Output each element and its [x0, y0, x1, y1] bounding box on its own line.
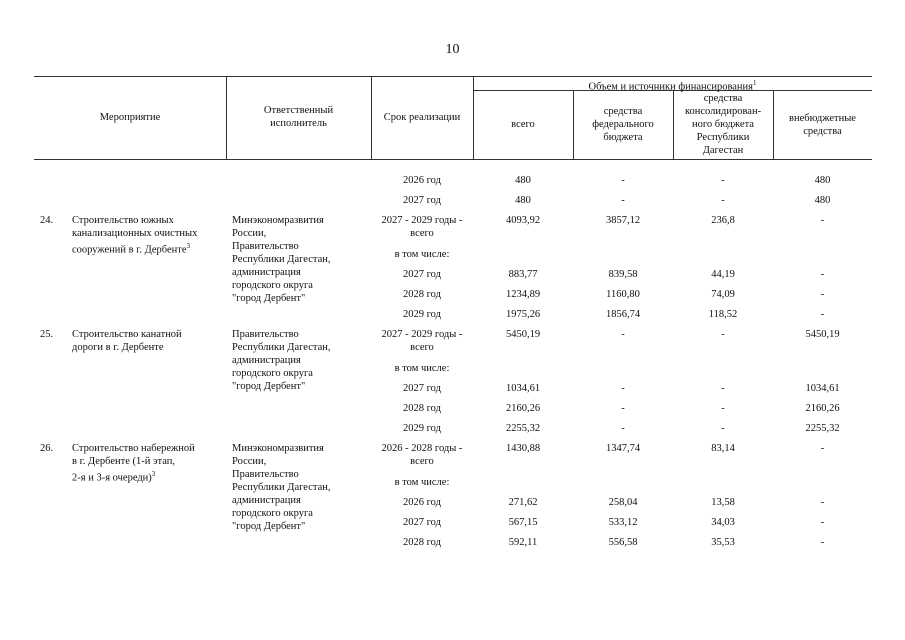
- footnote-marker: 1: [753, 79, 757, 87]
- row-number-text: 26.: [40, 443, 54, 454]
- period-cell: [371, 328, 473, 354]
- period-cell: [371, 516, 473, 529]
- period-cell: [371, 308, 473, 321]
- consolidated-cell-text: 83,14: [711, 443, 735, 454]
- federal-cell: [573, 174, 673, 187]
- total-cell: [473, 442, 573, 455]
- total-cell: [473, 288, 573, 301]
- event-name: [72, 442, 224, 485]
- federal-cell: [573, 194, 673, 207]
- total-cell-text: 4093,92: [505, 215, 541, 226]
- row-number: [40, 328, 53, 341]
- total-cell: [473, 496, 573, 509]
- period-cell-text: 2028 год: [403, 537, 441, 548]
- federal-cell: [573, 308, 673, 321]
- footnote-marker: 3: [186, 242, 191, 250]
- total-cell-text: 883,77: [508, 269, 538, 280]
- total-cell: [473, 402, 573, 415]
- extrabudget-cell-text: -: [820, 537, 825, 548]
- extrabudget-cell-text: 480: [814, 175, 831, 186]
- total-cell-text: 480: [515, 175, 531, 186]
- consolidated-cell: [673, 382, 773, 395]
- extrabudget-cell: [773, 402, 872, 415]
- total-cell: [473, 422, 573, 435]
- header-executor: Ответственный исполнитель: [263, 105, 334, 129]
- consolidated-cell: [673, 328, 773, 341]
- period-cell: [371, 362, 473, 375]
- extrabudget-cell: [773, 382, 872, 395]
- extrabudget-cell: [773, 308, 872, 321]
- consolidated-cell: [673, 268, 773, 281]
- executor-name: [232, 442, 370, 533]
- period-cell-text: 2027 год: [403, 269, 441, 280]
- federal-cell: [573, 442, 673, 455]
- executor-name-text: Минэкономразвития России, Правительство Республики Дагестан, администрация городского округа "город Дербент": [232, 443, 331, 532]
- federal-cell-text: 3857,12: [605, 215, 641, 226]
- period-cell: [371, 402, 473, 415]
- event-name: [72, 214, 224, 257]
- extrabudget-cell-text: -: [820, 309, 825, 320]
- period-cell: [371, 214, 473, 240]
- consolidated-cell-text: -: [721, 423, 725, 434]
- total-cell-text: 2160,26: [505, 403, 541, 414]
- extrabudget-cell-text: 5450,19: [805, 329, 840, 340]
- period-cell-text: в том числе:: [394, 249, 450, 260]
- total-cell: [473, 308, 573, 321]
- total-cell: [473, 268, 573, 281]
- extrabudget-cell-text: 480: [814, 195, 831, 206]
- consolidated-cell: [673, 288, 773, 301]
- period-cell: [371, 536, 473, 549]
- consolidated-cell-text: -: [721, 403, 725, 414]
- extrabudget-cell: [773, 288, 872, 301]
- extrabudget-cell: [773, 268, 872, 281]
- federal-cell-text: 258,04: [608, 497, 638, 508]
- federal-cell: [573, 496, 673, 509]
- period-cell: [371, 476, 473, 489]
- total-cell: [473, 382, 573, 395]
- header-event: Мероприятие: [99, 112, 161, 123]
- federal-cell-text: -: [621, 383, 625, 394]
- extrabudget-cell-text: -: [820, 289, 825, 300]
- row-number-text: 24.: [40, 215, 54, 226]
- header-financing-group: Объем и источники финансирования$^1$: [588, 79, 757, 93]
- total-cell: [473, 536, 573, 549]
- period-cell-text: 2028 год: [403, 403, 441, 414]
- consolidated-cell-text: 35,53: [711, 537, 735, 548]
- federal-cell-text: 1160,80: [606, 289, 640, 300]
- total-cell: [473, 516, 573, 529]
- event-name-text: Строительство южных канализационных очистных сооружений в г. Дербенте: [72, 215, 198, 256]
- consolidated-cell-text: -: [721, 329, 725, 340]
- executor-name-text: Минэкономразвития России, Правительство Республики Дагестан, администрация городского округа "город Дербент": [232, 215, 331, 304]
- period-cell-text: 2027 год: [403, 383, 441, 394]
- total-cell-text: 592,11: [508, 537, 538, 548]
- period-cell-text: 2028 год: [403, 289, 441, 300]
- federal-cell: [573, 422, 673, 435]
- extrabudget-cell-text: 2160,26: [805, 403, 840, 414]
- period-cell: [371, 422, 473, 435]
- total-cell: [473, 174, 573, 187]
- row-number: [40, 214, 53, 227]
- total-cell-text: 2255,32: [505, 423, 541, 434]
- executor-name: [232, 214, 370, 305]
- federal-cell-text: -: [621, 423, 625, 434]
- extrabudget-cell: [773, 328, 872, 341]
- consolidated-cell: [673, 214, 773, 227]
- period-cell-text: в том числе:: [394, 477, 450, 488]
- consolidated-cell: [673, 402, 773, 415]
- consolidated-cell-text: 74,09: [711, 289, 735, 300]
- footnote-marker: 3: [151, 470, 156, 478]
- period-cell: [371, 442, 473, 468]
- federal-cell: [573, 268, 673, 281]
- period-cell-text: 2029 год: [403, 423, 441, 434]
- federal-cell: [573, 516, 673, 529]
- federal-cell: [573, 288, 673, 301]
- consolidated-cell: [673, 516, 773, 529]
- event-name: [72, 328, 224, 354]
- header-extrabudget: внебюджетные средства: [789, 113, 856, 137]
- total-cell-text: 5450,19: [505, 329, 541, 340]
- period-cell: [371, 248, 473, 261]
- extrabudget-cell: [773, 194, 872, 207]
- event-name-text: Строительство набережной в г. Дербенте (1-й этап, 2-я и 3-я очереди): [72, 443, 195, 484]
- federal-cell-text: -: [621, 175, 625, 186]
- federal-cell-text: 556,58: [608, 537, 638, 548]
- row-number-text: 25.: [40, 329, 54, 340]
- total-cell-text: 1430,88: [505, 443, 541, 454]
- page-number: 10: [445, 42, 460, 57]
- period-cell-text: 2027 год: [403, 195, 441, 206]
- federal-cell-text: 533,12: [608, 517, 638, 528]
- extrabudget-cell-text: -: [820, 215, 825, 226]
- period-cell: [371, 288, 473, 301]
- extrabudget-cell: [773, 214, 872, 227]
- period-cell: [371, 382, 473, 395]
- period-cell: [371, 268, 473, 281]
- executor-name-text: Правительство Республики Дагестан, администрация городского округа "город Дербент": [232, 329, 331, 392]
- header-federal: средства федерального бюджета: [592, 106, 654, 143]
- extrabudget-cell: [773, 536, 872, 549]
- row-number: [40, 442, 53, 455]
- executor-name: [232, 328, 370, 393]
- extrabudget-cell-text: -: [820, 517, 825, 528]
- federal-cell-text: 1347,74: [605, 443, 641, 454]
- period-cell-text: в том числе:: [394, 363, 450, 374]
- consolidated-cell-text: 118,52: [708, 309, 738, 320]
- consolidated-cell-text: -: [721, 195, 725, 206]
- extrabudget-cell-text: 2255,32: [805, 423, 840, 434]
- extrabudget-cell-text: -: [820, 497, 825, 508]
- consolidated-cell: [673, 308, 773, 321]
- consolidated-cell: [673, 496, 773, 509]
- header-bottom-rule: [34, 159, 872, 160]
- federal-cell-text: 1856,74: [605, 309, 641, 320]
- extrabudget-cell: [773, 516, 872, 529]
- federal-cell-text: -: [621, 329, 625, 340]
- total-cell: [473, 194, 573, 207]
- consolidated-cell: [673, 174, 773, 187]
- extrabudget-cell-text: -: [820, 443, 825, 454]
- consolidated-cell-text: 13,58: [711, 497, 735, 508]
- period-cell: [371, 496, 473, 509]
- period-cell: [371, 174, 473, 187]
- extrabudget-cell: [773, 442, 872, 455]
- period-cell-text: 2026 год: [403, 175, 441, 186]
- consolidated-cell-text: 236,8: [711, 215, 735, 226]
- consolidated-cell: [673, 422, 773, 435]
- total-cell-text: 1234,89: [505, 289, 541, 300]
- period-cell-text: 2026 год: [403, 497, 441, 508]
- header-total: всего: [511, 119, 535, 130]
- period-cell-text: 2027 - 2029 годы - всего: [381, 329, 463, 353]
- federal-cell-text: 839,58: [608, 269, 638, 280]
- period-cell-text: 2027 год: [403, 517, 441, 528]
- extrabudget-cell-text: 1034,61: [805, 383, 840, 394]
- total-cell-text: 1975,26: [505, 309, 541, 320]
- consolidated-cell: [673, 442, 773, 455]
- total-cell-text: 271,62: [508, 497, 538, 508]
- consolidated-cell-text: -: [721, 383, 725, 394]
- total-cell-text: 1034,61: [505, 383, 541, 394]
- extrabudget-cell: [773, 496, 872, 509]
- total-cell-text: 480: [515, 195, 531, 206]
- total-cell: [473, 328, 573, 341]
- period-cell-text: 2026 - 2028 годы - всего: [381, 443, 463, 467]
- event-name-text: Строительство канатной дороги в г. Дербенте: [72, 329, 182, 353]
- consolidated-cell-text: 44,19: [711, 269, 735, 280]
- period-cell: [371, 194, 473, 207]
- federal-cell: [573, 536, 673, 549]
- consolidated-cell-text: -: [721, 175, 725, 186]
- header-consolidated: средства консолидирован- ного бюджета Республики Дагестан: [684, 93, 762, 156]
- extrabudget-cell: [773, 174, 872, 187]
- consolidated-cell: [673, 194, 773, 207]
- extrabudget-cell-text: -: [820, 269, 825, 280]
- federal-cell-text: -: [621, 195, 625, 206]
- federal-cell: [573, 402, 673, 415]
- period-cell-text: 2027 - 2029 годы - всего: [381, 215, 463, 239]
- consolidated-cell-text: 34,03: [711, 517, 735, 528]
- period-cell-text: 2029 год: [403, 309, 441, 320]
- header-period: Срок реализации: [383, 112, 461, 123]
- total-cell-text: 567,15: [508, 517, 538, 528]
- extrabudget-cell: [773, 422, 872, 435]
- federal-cell: [573, 328, 673, 341]
- total-cell: [473, 214, 573, 227]
- federal-cell: [573, 382, 673, 395]
- federal-cell: [573, 214, 673, 227]
- consolidated-cell: [673, 536, 773, 549]
- federal-cell-text: -: [621, 403, 625, 414]
